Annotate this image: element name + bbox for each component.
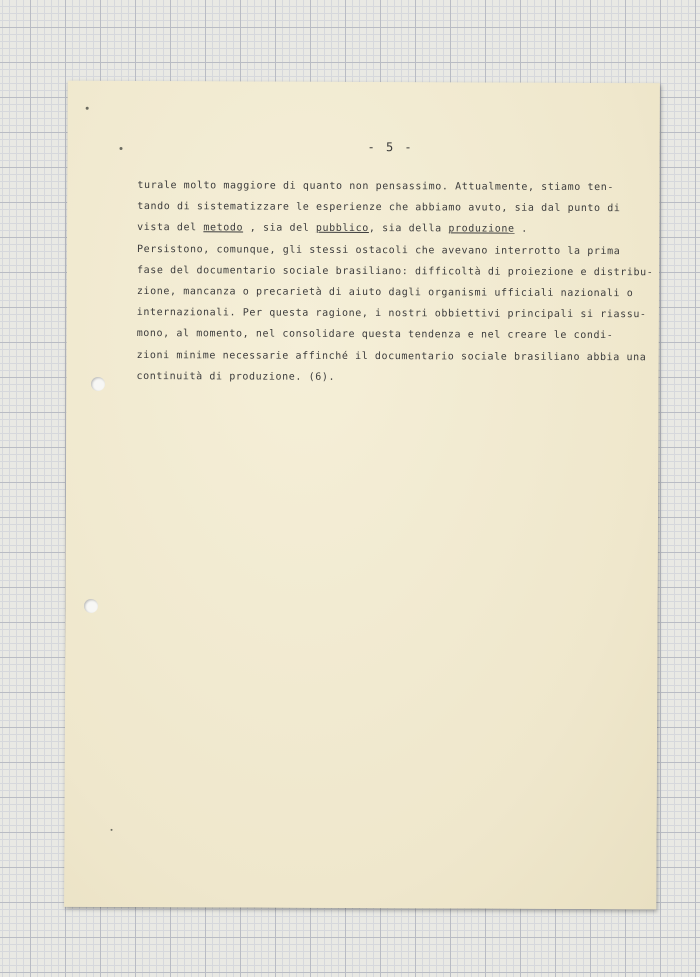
text-line [136,345,647,368]
text-line [137,323,637,346]
text-segment: , sia del [243,222,316,235]
text-segment: zione, mancanza o precarietà di aiuto dagli organismi ufficiali nazionali o [136,286,634,300]
text-line [136,302,647,325]
underlined-term: metodo [203,222,244,234]
text-segment: , sia della [368,223,449,235]
ink-speck [111,829,113,831]
punch-hole [84,599,98,613]
text-line [137,196,637,219]
ink-speck [120,147,123,150]
page-number: - 5 - [367,140,414,155]
document-page [64,81,660,910]
text-segment: Persistono, comunque, gli stessi ostacoli che avevano interrotto la prima [137,243,621,257]
text-segment: continuità di produzione. (6). [136,370,336,383]
text-line [137,175,637,198]
underlined-term: produzione [448,223,515,236]
underlined-term: pubblico [315,223,369,235]
text-segment: . [514,224,528,236]
text-line [137,281,637,304]
text-segment: internazionali. Per questa ragione, i nostri obbiettivi principali si riassu- [136,307,647,321]
text-line [136,260,654,283]
text-segment: fase del documentario sociale brasiliano: difficoltà di proiezione e distribu- [136,264,654,279]
text-segment: zioni minime necessarie affinché il documentario sociale brasiliano abbia una [136,349,647,363]
text-segment: tando di sistematizzare le esperienze che abbiamo avuto, sia dal punto di [137,201,621,215]
text-segment: vista del [137,222,204,234]
text-segment: turale molto maggiore di quanto non pensassimo. Attualmente, stiamo ten- [137,180,615,194]
text-line [136,366,636,389]
ink-speck [86,107,89,110]
typed-paragraph [136,175,654,389]
text-line [137,239,637,262]
text-segment: mono, al momento, nel consolidare questa tendenza e nel creare le condi- [136,328,614,342]
text-line [137,217,637,240]
punch-hole [91,377,105,391]
